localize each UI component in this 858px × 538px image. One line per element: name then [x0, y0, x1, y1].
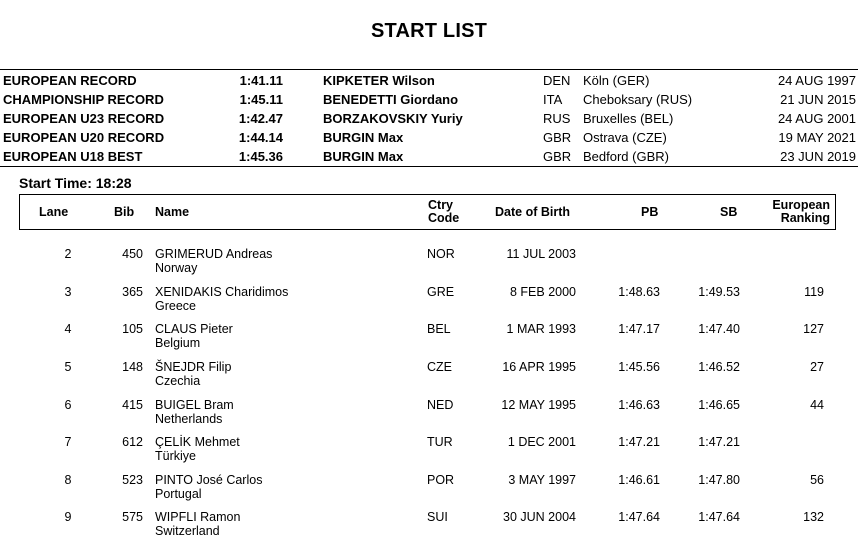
cell-lane: 4 [64, 322, 72, 336]
cell-bib: 450 [122, 247, 143, 261]
record-venue: Bedford (GBR) [583, 149, 669, 164]
cell-bib: 365 [122, 285, 143, 299]
cell-sb: 1:47.80 [698, 473, 740, 487]
record-row [0, 128, 858, 147]
cell-country-code: GRE [427, 285, 455, 299]
record-country: DEN [543, 73, 571, 88]
cell-sb: 1:46.65 [698, 398, 740, 412]
cell-country-name: Türkiye [155, 449, 196, 463]
cell-athlete-name: ÇELİK Mehmet [155, 435, 240, 449]
start-time: Start Time: 18:28 [19, 175, 132, 191]
record-athlete: BORZAKOVSKIY Yuriy [323, 111, 463, 126]
cell-ranking: 44 [810, 398, 824, 412]
cell-country-code: NED [427, 398, 454, 412]
header-ctry-line1: Ctry [428, 198, 454, 212]
record-time: 1:42.47 [238, 111, 283, 126]
table-row [0, 435, 858, 473]
table-row [0, 510, 858, 538]
cell-country-name: Greece [155, 299, 196, 313]
cell-country-code: TUR [427, 435, 453, 449]
record-row [0, 90, 858, 109]
cell-bib: 105 [122, 322, 143, 336]
record-date: 24 AUG 2001 [777, 111, 856, 126]
table-row [0, 398, 858, 436]
record-athlete: KIPKETER Wilson [323, 73, 435, 88]
table-row [0, 473, 858, 511]
cell-lane: 2 [64, 247, 72, 261]
cell-pb: 1:45.56 [618, 360, 660, 374]
table-header [19, 194, 836, 230]
cell-lane: 3 [64, 285, 72, 299]
cell-pb: 1:47.17 [618, 322, 660, 336]
cell-date-of-birth: 12 MAY 1995 [501, 398, 576, 412]
record-name: EUROPEAN U18 BEST [3, 149, 143, 164]
cell-bib: 415 [122, 398, 143, 412]
record-venue: Cheboksary (RUS) [583, 92, 693, 107]
cell-date-of-birth: 3 MAY 1997 [508, 473, 576, 487]
record-name: EUROPEAN U20 RECORD [3, 130, 165, 145]
cell-country-name: Portugal [155, 487, 202, 501]
header-sb: SB [720, 205, 738, 219]
table-row [0, 322, 858, 360]
cell-date-of-birth: 30 JUN 2004 [503, 510, 576, 524]
record-country: GBR [543, 130, 572, 145]
header-name: Name [155, 205, 190, 219]
cell-sb: 1:49.53 [698, 285, 740, 299]
cell-pb: 1:47.21 [618, 435, 660, 449]
cell-bib: 148 [122, 360, 143, 374]
cell-date-of-birth: 1 DEC 2001 [507, 435, 576, 449]
record-time: 1:45.36 [238, 149, 283, 164]
cell-athlete-name: PINTO José Carlos [155, 473, 263, 487]
record-name: CHAMPIONSHIP RECORD [3, 92, 164, 107]
header-lane: Lane [39, 205, 69, 219]
record-country: RUS [543, 111, 571, 126]
cell-ranking: 132 [803, 510, 824, 524]
cell-ranking: 27 [810, 360, 824, 374]
record-venue: Ostrava (CZE) [583, 130, 667, 145]
records-bottom-rule [0, 166, 858, 167]
table-row [0, 360, 858, 398]
table-row [0, 247, 858, 285]
page-title: START LIST [370, 20, 488, 42]
header-date-of-birth: Date of Birth [495, 205, 570, 219]
cell-country-code: BEL [427, 322, 451, 336]
cell-pb: 1:46.63 [618, 398, 660, 412]
cell-athlete-name: ŠNEJDR Filip [155, 360, 232, 374]
record-athlete: BENEDETTI Giordano [323, 92, 459, 107]
cell-country-code: NOR [427, 247, 455, 261]
record-time: 1:45.11 [239, 92, 283, 107]
record-row [0, 71, 858, 90]
record-date: 21 JUN 2015 [780, 92, 856, 107]
cell-ranking: 119 [804, 285, 824, 299]
cell-athlete-name: GRIMERUD Andreas [155, 247, 273, 261]
cell-pb: 1:48.63 [618, 285, 660, 299]
cell-bib: 612 [122, 435, 143, 449]
cell-date-of-birth: 1 MAR 1993 [506, 322, 576, 336]
cell-country-code: CZE [427, 360, 452, 374]
cell-athlete-name: BUIGEL Bram [155, 398, 234, 412]
record-row [0, 109, 858, 128]
cell-country-name: Belgium [155, 336, 201, 350]
record-venue: Bruxelles (BEL) [583, 111, 674, 126]
cell-bib: 575 [122, 510, 143, 524]
cell-pb: 1:47.64 [618, 510, 660, 524]
header-pb: PB [641, 205, 659, 219]
cell-sb: 1:46.52 [698, 360, 740, 374]
cell-country-name: Netherlands [155, 412, 223, 426]
cell-ranking: 56 [810, 473, 824, 487]
record-venue: Köln (GER) [583, 73, 650, 88]
cell-country-name: Norway [155, 261, 198, 275]
cell-lane: 7 [64, 435, 72, 449]
cell-country-name: Czechia [155, 374, 201, 388]
cell-athlete-name: CLAUS Pieter [155, 322, 233, 336]
records-top-rule [0, 69, 858, 70]
cell-ranking: 127 [803, 322, 824, 336]
table-row [0, 285, 858, 323]
cell-athlete-name: WIPFLI Ramon [155, 510, 241, 524]
record-time: 1:41.11 [239, 73, 283, 88]
record-country: GBR [543, 149, 572, 164]
record-time: 1:44.14 [238, 130, 283, 145]
cell-country-code: POR [427, 473, 455, 487]
cell-sb: 1:47.21 [698, 435, 740, 449]
record-name: EUROPEAN RECORD [3, 73, 137, 88]
cell-lane: 8 [64, 473, 72, 487]
cell-bib: 523 [122, 473, 143, 487]
cell-date-of-birth: 8 FEB 2000 [509, 285, 576, 299]
record-athlete: BURGIN Max [323, 149, 404, 164]
cell-lane: 6 [64, 398, 72, 412]
header-ranking-line1: European [772, 198, 830, 212]
record-athlete: BURGIN Max [323, 130, 404, 145]
record-row [0, 147, 858, 166]
cell-athlete-name: XENIDAKIS Charidimos [155, 285, 289, 299]
cell-lane: 5 [64, 360, 72, 374]
header-ctry-line2: Code [428, 211, 460, 225]
cell-lane: 9 [64, 510, 72, 524]
cell-country-code: SUI [427, 510, 448, 524]
cell-pb: 1:46.61 [618, 473, 660, 487]
cell-date-of-birth: 16 APR 1995 [502, 360, 576, 374]
cell-sb: 1:47.40 [698, 322, 740, 336]
header-bib: Bib [114, 205, 135, 219]
header-ranking-line2: Ranking [780, 211, 830, 225]
record-date: 23 JUN 2019 [780, 149, 856, 164]
cell-sb: 1:47.64 [698, 510, 740, 524]
cell-country-name: Switzerland [155, 524, 220, 538]
record-name: EUROPEAN U23 RECORD [3, 111, 165, 126]
record-country: ITA [543, 92, 563, 107]
record-date: 24 AUG 1997 [777, 73, 856, 88]
cell-date-of-birth: 11 JUL 2003 [506, 247, 576, 261]
record-date: 19 MAY 2021 [778, 130, 856, 145]
